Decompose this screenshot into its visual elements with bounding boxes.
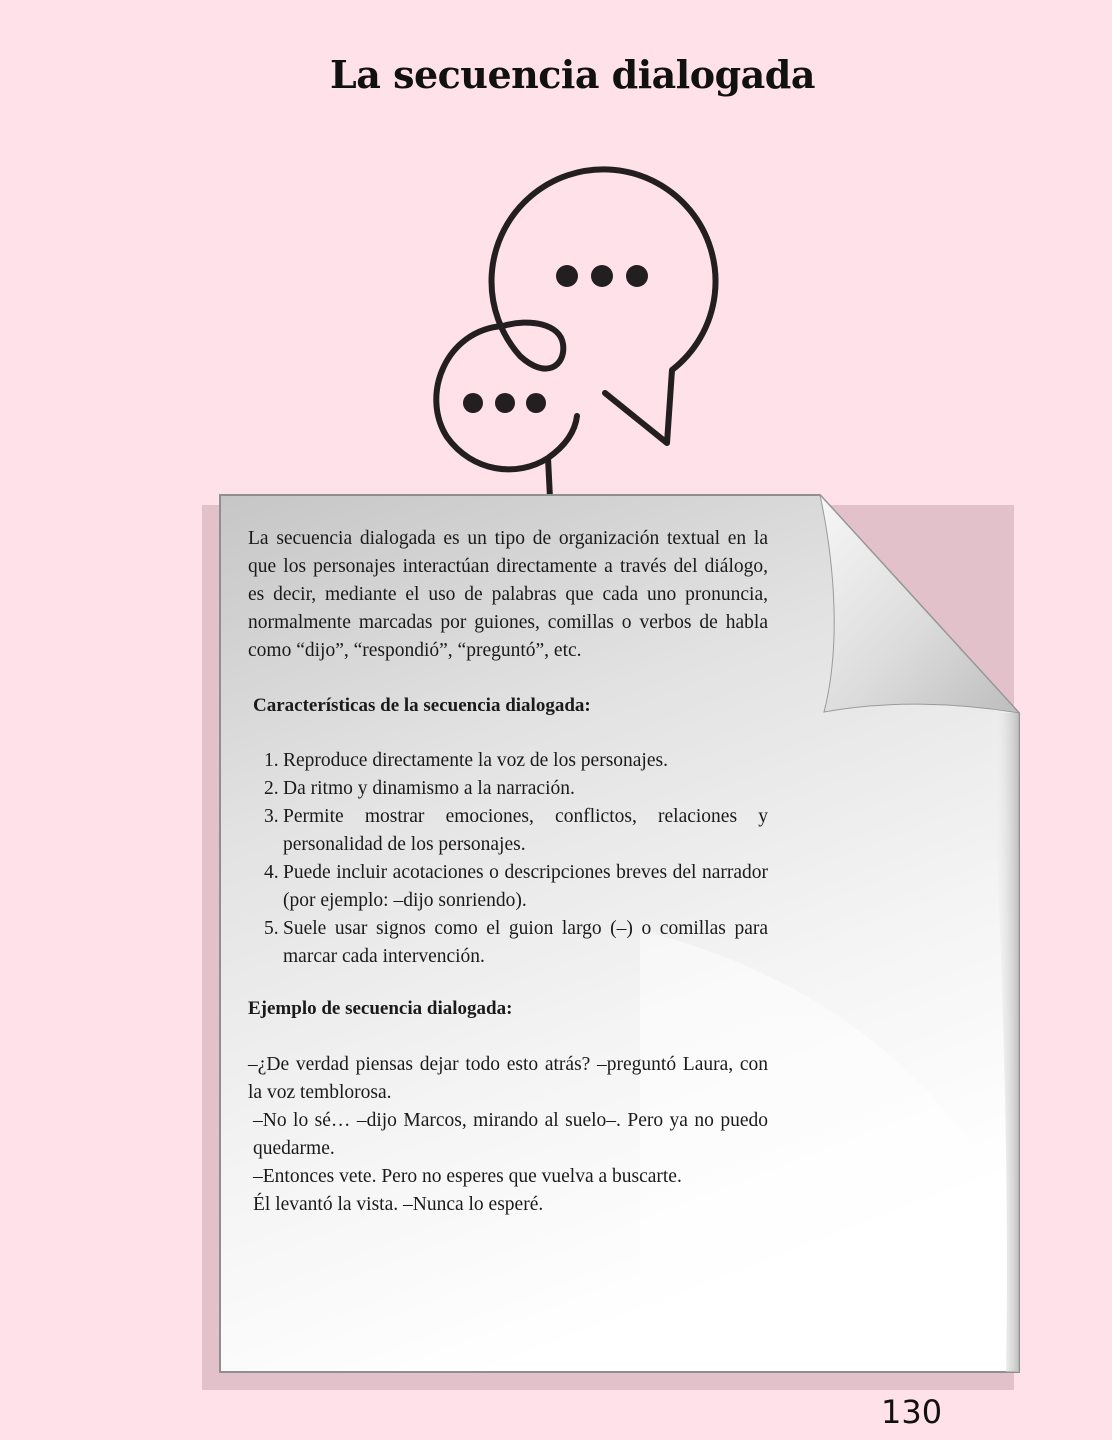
- dialogue-line: –¿De verdad piensas dejar todo esto atrás? –preguntó Laura, con la voz temblorosa.: [248, 1054, 768, 1103]
- list-item-number: 3.: [264, 806, 279, 827]
- list-item-text: Reproduce directamente la voz de los personajes.: [283, 750, 668, 771]
- intro-paragraph: La secuencia dialogada es un tipo de organización textual en la que los personajes interactúan directamente a través del diálogo, es decir, mediante el uso de palabras que cada uno pronuncia, normalmente marcadas por guiones, comillas o verbos de habla como “dijo”, “respondió”, “preguntó”, etc.: [248, 528, 768, 661]
- list-item: [248, 775, 768, 803]
- list-item: [248, 747, 768, 775]
- list-item-number: 4.: [264, 862, 279, 883]
- sheet-content: [248, 525, 768, 1219]
- dialogue-line: –No lo sé… –dijo Marcos, mirando al suelo–. Pero ya no puedo quedarme.: [253, 1110, 768, 1159]
- list-item-number: 5.: [264, 918, 279, 939]
- characteristics-heading: Características de la secuencia dialogada:: [253, 695, 591, 716]
- page-title: La secuencia dialogada: [330, 52, 815, 97]
- list-item: [248, 803, 768, 859]
- example-heading: Ejemplo de secuencia dialogada:: [248, 998, 513, 1019]
- list-item-text: Da ritmo y dinamismo a la narración.: [283, 778, 575, 799]
- page-number: 130: [881, 1393, 943, 1431]
- list-item-number: 1.: [264, 750, 279, 771]
- characteristics-list: [248, 747, 768, 971]
- list-item-number: 2.: [264, 778, 279, 799]
- list-item: [248, 859, 768, 915]
- list-item-text: Puede incluir acotaciones o descripciones breves del narrador (por ejemplo: –dijo sonriendo).: [283, 862, 768, 911]
- list-item-text: Suele usar signos como el guion largo (–) o comillas para marcar cada intervención.: [283, 918, 768, 967]
- dialogue-example: [248, 1051, 768, 1219]
- list-item-text: Permite mostrar emociones, conflictos, relaciones y personalidad de los personajes.: [283, 806, 768, 855]
- list-item: [248, 915, 768, 971]
- dialogue-line: –Entonces vete. Pero no esperes que vuelva a buscarte.: [253, 1166, 682, 1187]
- dialogue-line: Él levantó la vista. –Nunca lo esperé.: [253, 1194, 544, 1215]
